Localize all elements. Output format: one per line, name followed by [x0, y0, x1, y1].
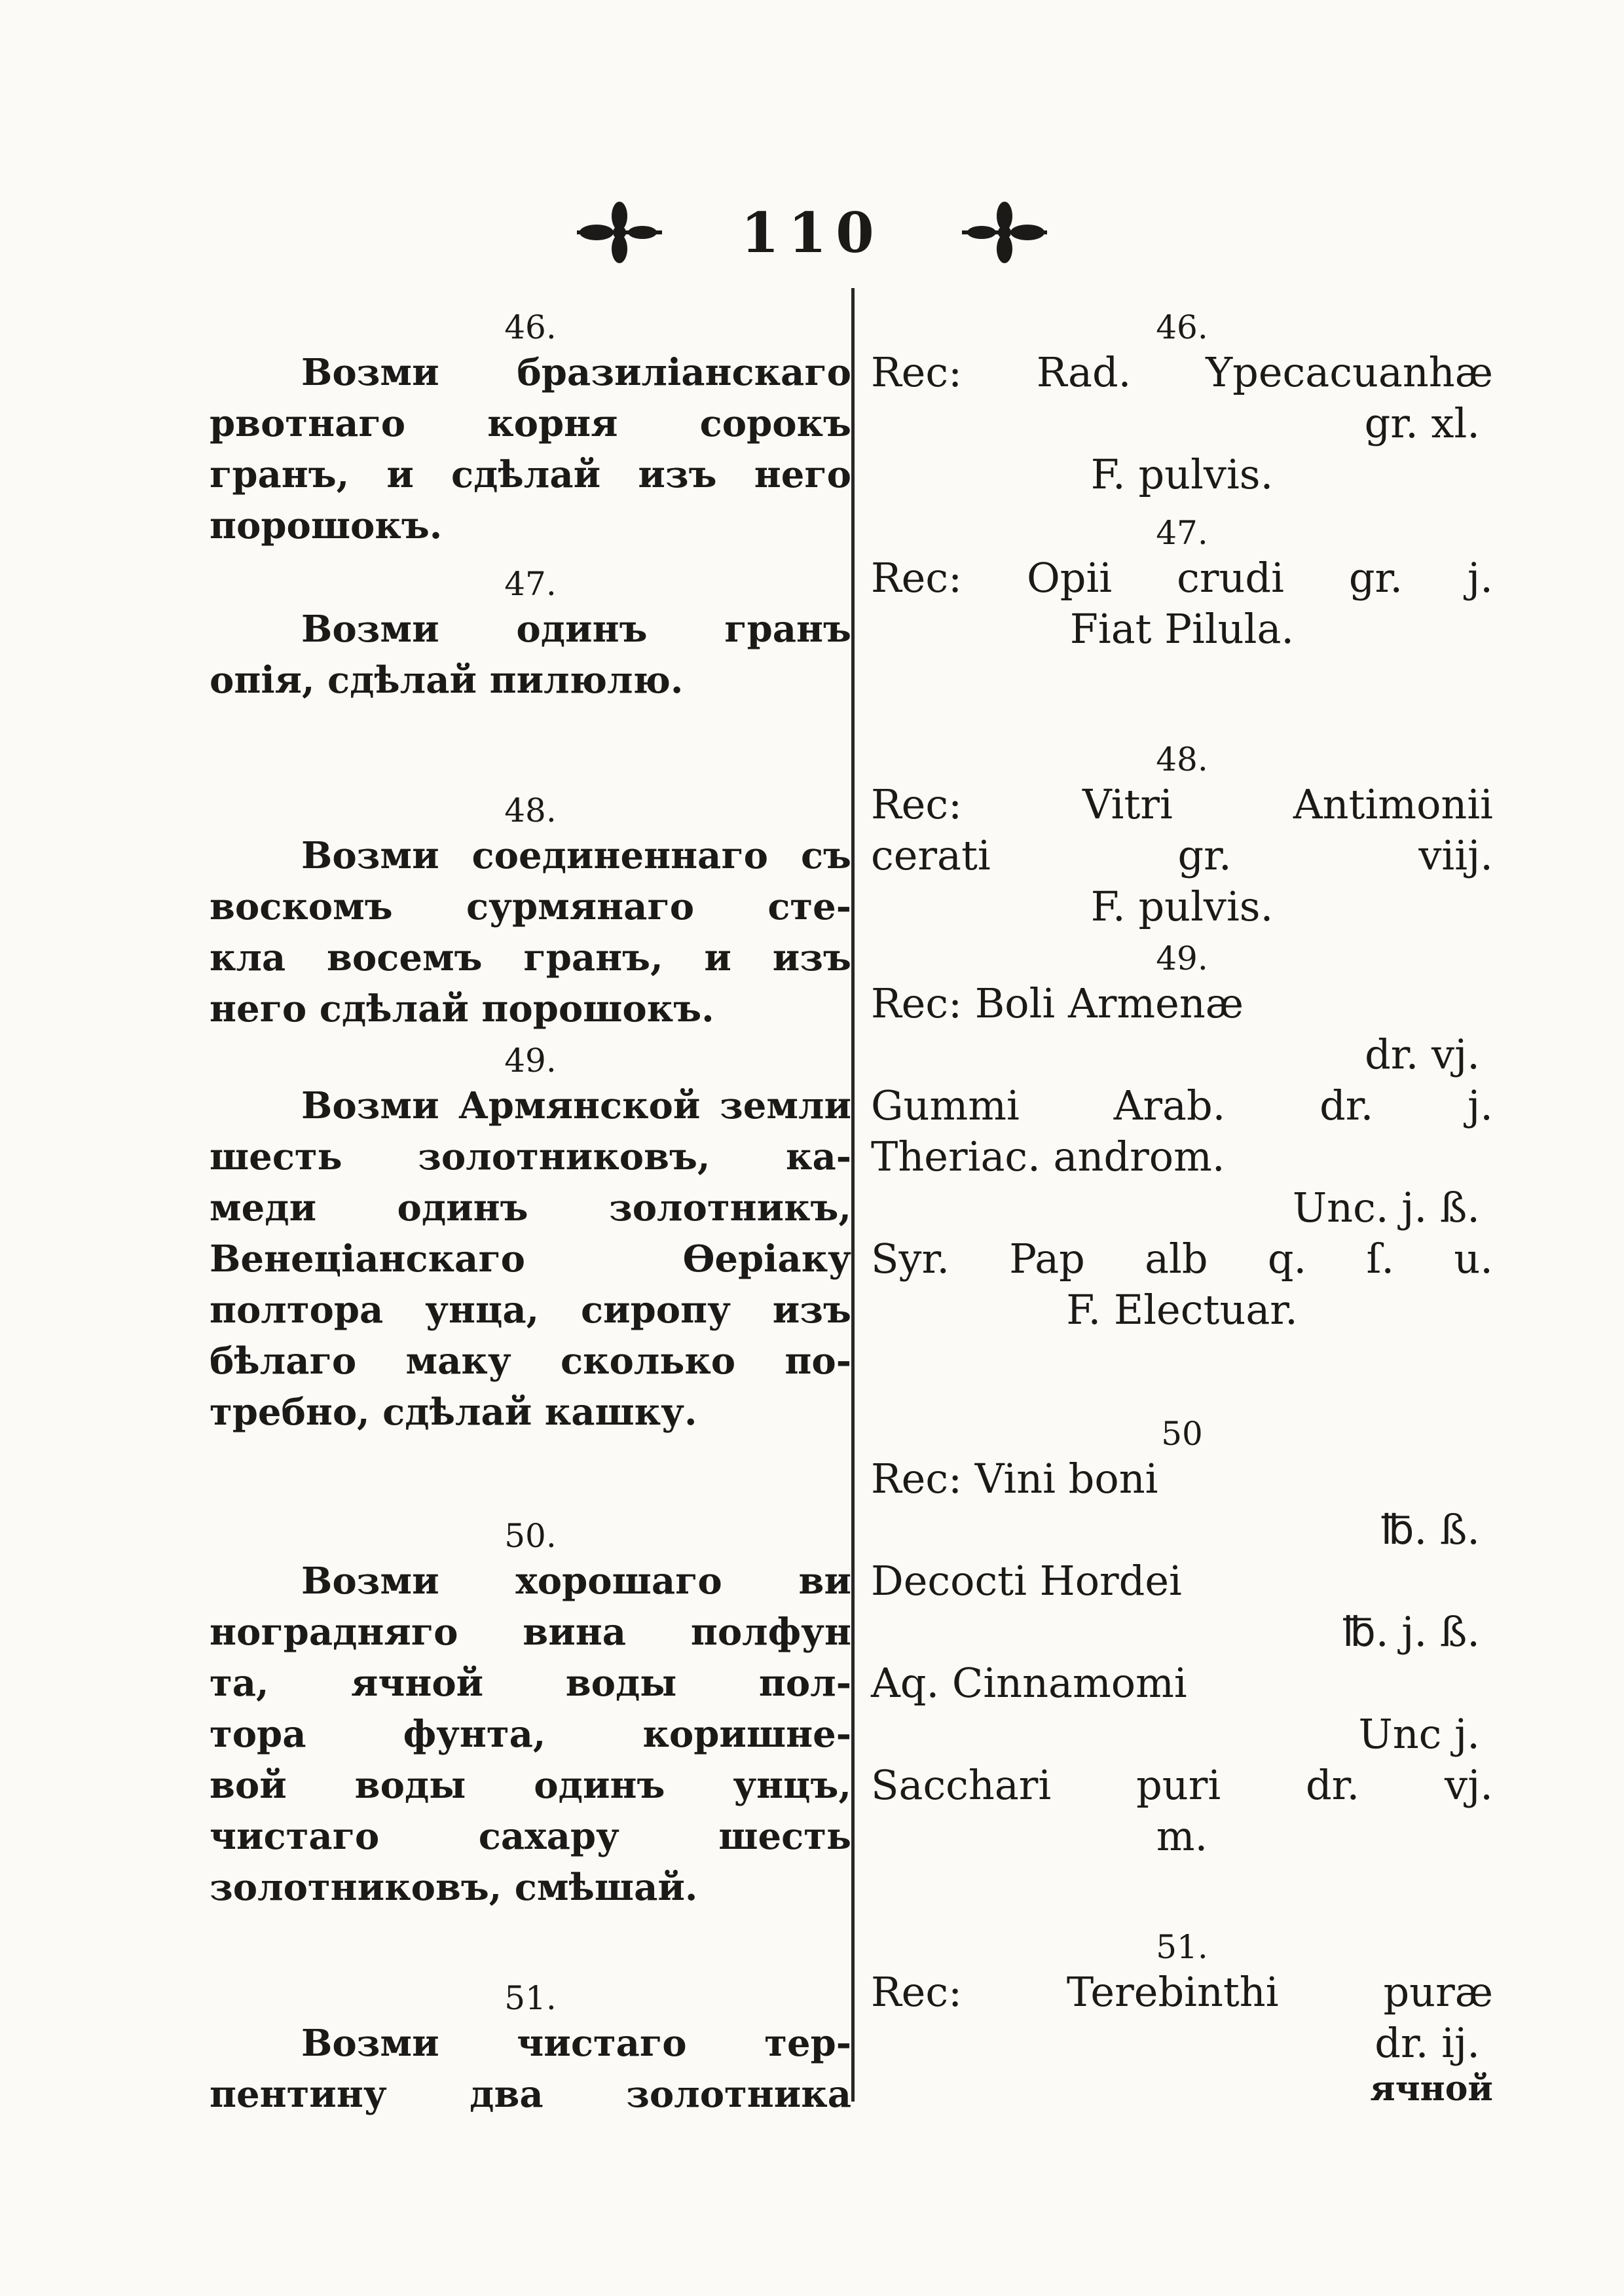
text-line: вой воды одинъ унцъ,: [210, 1764, 851, 1807]
text-line: Возми бразиліанскаго: [301, 351, 851, 394]
recipe-entry: [871, 1927, 1493, 2069]
text-line: чистаго сахару шесть: [210, 1815, 851, 1858]
text-line: cerati gr. viij.: [871, 831, 1493, 879]
text-line: dr. ij.: [1375, 2019, 1480, 2067]
recipe-entry: [210, 564, 851, 706]
text-line: Возми хорошаго ви: [301, 1559, 851, 1603]
column-divider: [851, 288, 855, 2102]
page-number: 110: [741, 200, 883, 265]
text-line: Sacchari puri dr. vj.: [871, 1761, 1493, 1809]
text-line: Unc j.: [1358, 1710, 1480, 1758]
recipe-number: 51.: [1156, 1928, 1208, 1966]
text-line: m.: [1156, 1812, 1208, 1860]
text-line: Theriac. androm.: [871, 1133, 1225, 1180]
recipe-entry: [210, 308, 851, 551]
recipe-number: 50.: [504, 1517, 557, 1555]
recipe-entry: [871, 308, 1493, 500]
text-line: Unc. j. ß.: [1292, 1184, 1480, 1231]
latin-column: [871, 308, 1493, 2069]
text-line: него сдѣлай порошокъ.: [210, 987, 714, 1030]
page-header: [0, 196, 1624, 268]
text-line: Rec: Rad. Ypecacuanhæ: [871, 348, 1493, 396]
text-line: Rec: Terebinthi puræ: [871, 1968, 1493, 2016]
text-line: Syr. Pap alb q. ſ. u.: [871, 1235, 1493, 1283]
text-line: F. Electuar.: [1066, 1286, 1298, 1334]
text-line: Gummi Arab. dr. j.: [871, 1082, 1493, 1129]
text-line: пентину два золотника: [210, 2073, 851, 2116]
text-line: та, ячной воды пол-: [210, 1662, 851, 1705]
text-line: Decocti Hordei: [871, 1557, 1182, 1605]
russian-column: [210, 308, 851, 2120]
text-line: требно, сдѣлай кашку.: [210, 1391, 697, 1434]
text-line: Aq. Cinnamomi: [871, 1659, 1187, 1707]
recipe-entry: [210, 1516, 851, 1913]
text-line: ℔. j. ß.: [1342, 1608, 1480, 1656]
recipe-number: 46.: [1156, 308, 1208, 346]
text-line: Rec: Vitri Antimonii: [871, 780, 1493, 828]
text-line: гранъ, и сдѣлай изъ него: [210, 453, 851, 496]
text-line: кла восемъ гранъ, и изъ: [210, 936, 851, 979]
text-line: F. pulvis.: [1090, 883, 1274, 930]
recipe-entry: [210, 1978, 851, 2120]
text-line: Fiat Pilula.: [1069, 605, 1295, 653]
text-line: шесть золотниковъ, ка-: [210, 1135, 851, 1178]
recipe-entry: [871, 513, 1493, 655]
text-line: Rec: Opii crudi gr. j.: [871, 554, 1493, 602]
recipe-entry: [871, 1414, 1493, 1862]
right-fleuron-icon: [955, 196, 1054, 268]
text-line: Возми Армянской земли: [301, 1084, 851, 1127]
text-line: тора фунта, коришне-: [210, 1713, 851, 1756]
text-line: Возми соединеннаго съ: [301, 834, 851, 877]
text-line: воскомъ сурмянаго сте-: [210, 885, 851, 928]
recipe-number: 46.: [504, 308, 557, 346]
text-line: ℔. ß.: [1380, 1506, 1480, 1554]
text-line: меди одинъ золотникъ,: [210, 1186, 851, 1230]
recipe-number: 47.: [1156, 514, 1208, 552]
text-line: опія, сдѣлай пилюлю.: [210, 659, 684, 702]
recipe-number: 49.: [504, 1042, 557, 1080]
recipe-number: 49.: [1156, 939, 1208, 977]
text-line: полтора унца, сиропу изъ: [210, 1288, 851, 1332]
text-line: Венеціанскаго Ѳеріаку: [210, 1237, 851, 1281]
recipe-number: 48.: [504, 792, 557, 829]
text-line: dr. vj.: [1365, 1030, 1480, 1078]
recipe-number: 50: [1161, 1415, 1203, 1453]
text-line: золотниковъ, смѣшай.: [210, 1866, 698, 1909]
left-fleuron-icon: [570, 196, 669, 268]
text-line: бѣлаго маку сколько по-: [210, 1339, 851, 1383]
recipe-entry: [871, 740, 1493, 932]
text-line: F. pulvis.: [1090, 450, 1274, 498]
recipe-number: 51.: [504, 1979, 557, 2017]
text-line: Rec: Vini boni: [871, 1455, 1158, 1503]
text-line: порошокъ.: [210, 504, 443, 547]
text-line: рвотнаго корня сорокъ: [210, 402, 851, 445]
text-line: Возми одинъ гранъ: [301, 608, 851, 651]
text-line: Возми чистаго тер-: [301, 2022, 851, 2065]
recipe-entry: [210, 1041, 851, 1438]
catchword: ячной: [1370, 2069, 1493, 2109]
recipe-number: 47.: [504, 565, 557, 603]
recipe-entry: [871, 939, 1493, 1336]
text-line: ноградняго вина полфун: [210, 1611, 851, 1654]
recipe-entry: [210, 791, 851, 1034]
recipe-number: 48.: [1156, 740, 1208, 778]
text-line: gr. xl.: [1364, 399, 1480, 447]
text-line: Rec: Boli Armenæ: [871, 979, 1244, 1027]
